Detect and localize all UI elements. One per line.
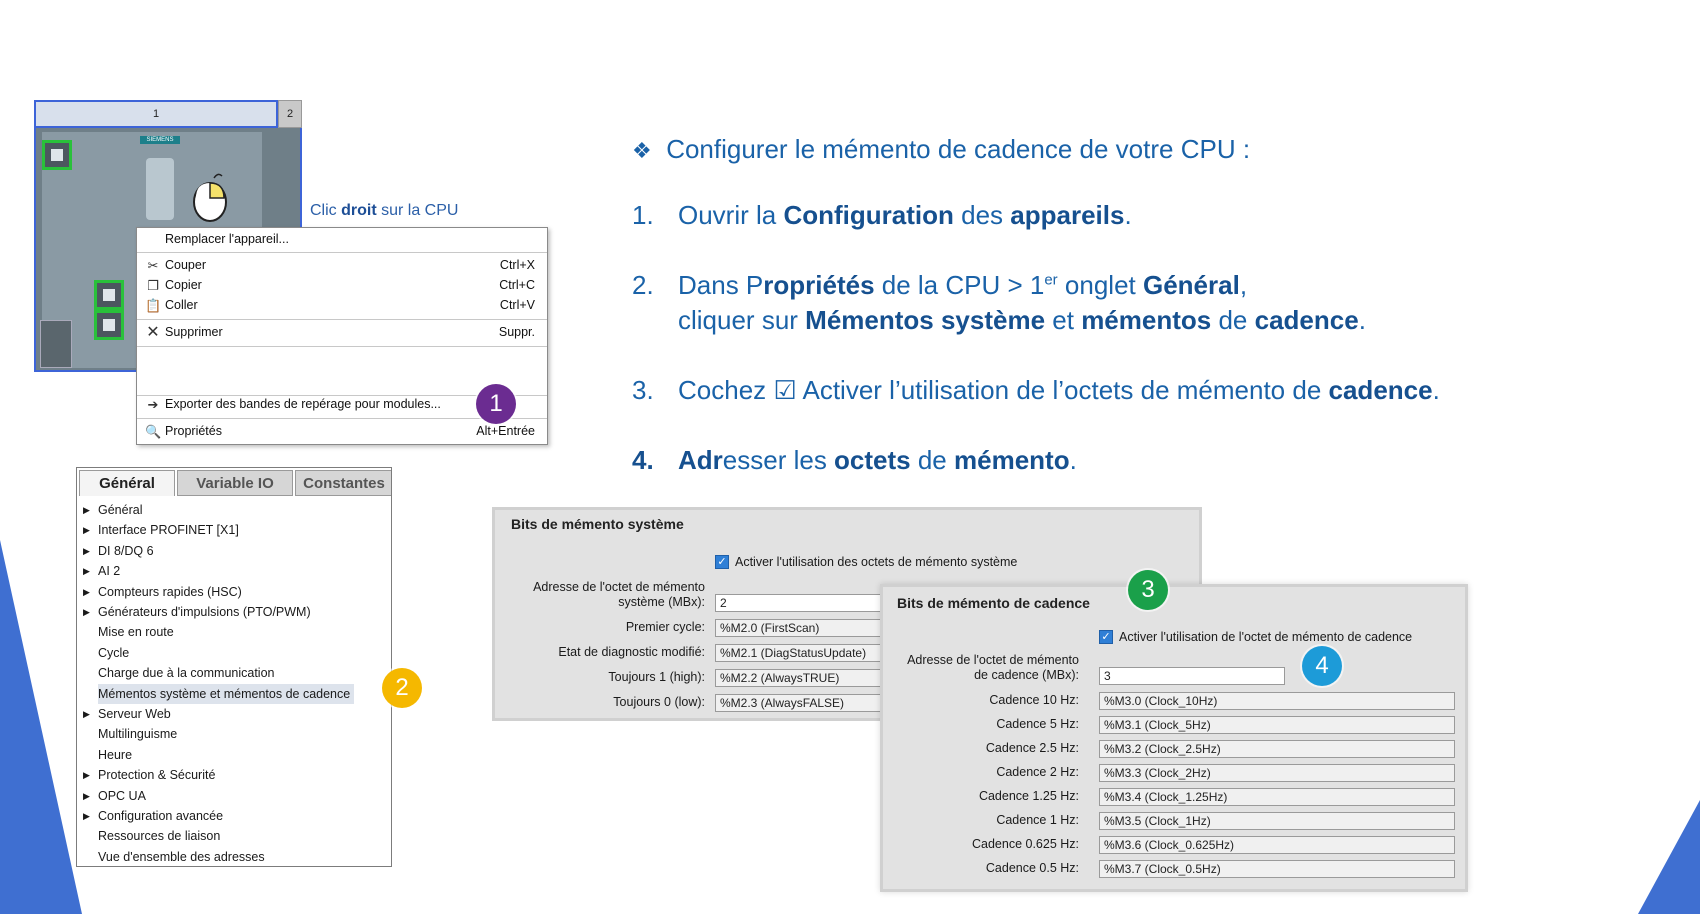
diamond-bullet-icon: ❖ — [632, 138, 652, 163]
tree-item[interactable] — [77, 622, 391, 642]
instruction-step-2: 2. Dans Propriétés de la CPU > 1er onglet Général, — [632, 270, 1248, 300]
instruction-step-3: 3. Cochez ☑ Activer l’utilisation de l’octets de mémento de cadence. — [632, 375, 1440, 405]
clock-addr-input[interactable]: 3 — [1099, 667, 1285, 685]
system-bits-checkbox[interactable]: ✓ — [715, 555, 729, 569]
cpu-port-top[interactable] — [42, 140, 72, 170]
tree-item[interactable] — [77, 561, 391, 581]
tree-item-label: DI 8/DQ 6 — [98, 543, 154, 558]
step-badge-4: 4 — [1302, 646, 1342, 686]
tree-item[interactable] — [77, 786, 391, 806]
tree-item[interactable] — [77, 602, 391, 622]
clock-bit-label: Cadence 1 Hz: — [996, 813, 1079, 827]
tree-item-label: Cycle — [98, 645, 130, 660]
tree-item[interactable] — [77, 663, 391, 683]
tree-item-label: Multilinguisme — [98, 727, 178, 742]
copy-icon: ❐ — [147, 278, 159, 293]
clock-bits-panel — [880, 584, 1468, 892]
clock-bit-field[interactable]: %M3.3 (Clock_2Hz) — [1099, 764, 1455, 782]
expand-arrow-icon[interactable]: ▶ — [83, 709, 90, 719]
step-badge-3: 3 — [1128, 570, 1168, 610]
tab-constants[interactable]: Constantes — [295, 470, 392, 496]
tree-item-label: Compteurs rapides (HSC) — [98, 584, 242, 599]
clock-bit-field[interactable]: %M3.6 (Clock_0.625Hz) — [1099, 836, 1455, 854]
io-port-1[interactable] — [94, 280, 124, 310]
instruction-step-4: 4. Adresser les octets de mémento. — [632, 445, 1077, 475]
menu-item-copy[interactable]: ❐ Copier Ctrl+C — [137, 276, 547, 296]
menu-item-paste[interactable]: 📋 Coller Ctrl+V — [145, 298, 535, 313]
clock-bit-label: Cadence 0.5 Hz: — [985, 861, 1079, 875]
menu-item-properties[interactable]: 🔍 Propriétés Alt+Entrée — [145, 424, 535, 439]
tree-item-label: Interface PROFINET [X1] — [98, 523, 239, 538]
delete-icon: ✕ — [146, 324, 160, 341]
tree-item-label: Général — [98, 503, 143, 517]
clock-bit-field[interactable]: %M3.1 (Clock_5Hz) — [1099, 716, 1455, 734]
tree-item[interactable] — [77, 582, 391, 602]
instruction-heading: ❖ Configurer le mémento de cadence de votre CPU : — [632, 134, 1251, 164]
system-bit-label: Toujours 0 (low): — [613, 695, 705, 709]
system-addr-label: Adresse de l'octet de mémento système (MBx): — [533, 580, 705, 609]
step-badge-1: 1 — [476, 384, 516, 424]
export-icon: ➔ — [147, 397, 159, 412]
tree-item-label: Charge due à la communication — [98, 666, 275, 681]
mouse-icon — [192, 170, 232, 222]
properties-panel — [76, 467, 392, 867]
clock-addr-label: Adresse de l'octet de mémento de cadence (MBx): — [907, 653, 1079, 682]
tree-item[interactable] — [77, 684, 391, 704]
menu-item-cut[interactable]: ✂ Couper Ctrl+X — [137, 256, 547, 276]
properties-tree — [77, 498, 391, 864]
expand-arrow-icon[interactable]: ▶ — [83, 770, 90, 781]
tree-item-label: Heure — [98, 747, 133, 762]
expand-arrow-icon[interactable]: ▶ — [83, 505, 90, 515]
corner-decoration-right — [1630, 800, 1700, 914]
menu-item-export[interactable]: ➔ Exporter des bandes de repérage pour modules... — [137, 395, 547, 415]
tab-general[interactable]: Général — [79, 470, 175, 496]
cpu-brand-label: SIEMENS — [140, 136, 180, 144]
context-hint: Clic droit sur la CPU — [310, 202, 459, 219]
tree-item-label: Mémentos système et mémentos de cadence — [98, 684, 354, 704]
io-terminal — [40, 320, 72, 368]
system-bit-field[interactable]: %M2.1 (DiagStatusUpdate) — [715, 644, 895, 662]
clock-bit-label: Cadence 2.5 Hz: — [985, 741, 1079, 755]
scissors-icon: ✂ — [147, 258, 159, 273]
clock-bits-title: Bits de mémento de cadence — [897, 595, 1090, 611]
system-bit-label: Premier cycle: — [625, 620, 705, 634]
system-bit-label: Etat de diagnostic modifié: — [558, 645, 705, 659]
slot-header-2: 2 — [278, 100, 302, 128]
system-bit-field[interactable]: %M2.2 (AlwaysTRUE) — [715, 669, 895, 687]
system-bit-field[interactable]: %M2.0 (FirstScan) — [715, 619, 895, 637]
clock-bit-label: Cadence 10 Hz: — [989, 693, 1079, 707]
tab-variable-io[interactable]: Variable IO — [177, 470, 293, 496]
tree-item[interactable] — [77, 704, 391, 724]
tree-item[interactable] — [77, 745, 391, 765]
tree-item-label: Générateurs d'impulsions (PTO/PWM) — [98, 605, 311, 619]
clock-bit-label: Cadence 0.625 Hz: — [971, 837, 1079, 851]
clock-bit-field[interactable]: %M3.0 (Clock_10Hz) — [1099, 692, 1455, 710]
clock-bits-checkbox[interactable]: ✓ — [1099, 630, 1113, 644]
tree-item[interactable] — [77, 847, 391, 867]
tree-item[interactable] — [77, 643, 391, 663]
tree-item[interactable] — [77, 765, 391, 785]
tree-item-label: Protection & Sécurité — [98, 768, 216, 783]
system-bits-enable-label: Activer l'utilisation des octets de mémento système — [735, 555, 1018, 569]
tree-item[interactable] — [77, 724, 391, 744]
clock-bit-label: Cadence 1.25 Hz: — [978, 789, 1079, 803]
tree-item-label: Mise en route — [98, 625, 174, 640]
instruction-step-2-cont: cliquer sur Mémentos système et mémentos de cadence. — [678, 305, 1366, 335]
clock-bit-field[interactable]: %M3.2 (Clock_2.5Hz) — [1099, 740, 1455, 758]
tree-item[interactable] — [77, 520, 391, 540]
tree-item-label: Vue d'ensemble des adresses — [98, 849, 265, 864]
expand-arrow-icon[interactable]: ▶ — [83, 811, 90, 821]
system-bits-title: Bits de mémento système — [511, 516, 684, 532]
tree-item[interactable] — [77, 541, 391, 561]
expand-arrow-icon[interactable]: ▶ — [83, 566, 90, 577]
system-bit-field[interactable]: %M2.3 (AlwaysFALSE) — [715, 694, 895, 712]
paste-icon: 📋 — [145, 298, 162, 313]
expand-arrow-icon[interactable]: ▶ — [83, 525, 90, 536]
clock-bit-field[interactable]: %M3.5 (Clock_1Hz) — [1099, 812, 1455, 830]
cpu-cylinder — [146, 158, 174, 220]
clock-bit-field[interactable]: %M3.4 (Clock_1.25Hz) — [1099, 788, 1455, 806]
menu-item-replace[interactable]: Remplacer l'appareil... — [165, 232, 289, 246]
tree-item-label: OPC UA — [98, 788, 146, 803]
io-port-2[interactable] — [94, 310, 124, 340]
expand-arrow-icon[interactable]: ▶ — [83, 790, 90, 801]
system-bit-label: Toujours 1 (high): — [608, 670, 705, 684]
tree-item[interactable] — [77, 806, 391, 826]
expand-arrow-icon[interactable]: ▶ — [83, 545, 90, 556]
clock-bits-enable-label: Activer l'utilisation de l'octet de mémento de cadence — [1119, 630, 1413, 644]
expand-arrow-icon[interactable]: ▶ — [83, 586, 90, 597]
step-badge-2: 2 — [382, 668, 422, 708]
clock-bit-label: Cadence 2 Hz: — [996, 765, 1079, 779]
clock-bit-field[interactable]: %M3.7 (Clock_0.5Hz) — [1099, 860, 1455, 878]
tree-item[interactable] — [77, 500, 391, 520]
tree-item-label: Configuration avancée — [98, 809, 224, 823]
clock-bit-label: Cadence 5 Hz: — [996, 717, 1079, 731]
instruction-step-1: 1. Ouvrir la Configuration des appareils. — [632, 200, 1132, 230]
tree-item[interactable] — [77, 826, 391, 846]
system-addr-input[interactable]: 2 — [715, 594, 895, 612]
tree-item-label: Serveur Web — [98, 707, 171, 721]
properties-icon: 🔍 — [145, 424, 162, 439]
tree-item-label: AI 2 — [98, 564, 121, 579]
slot-header-1: 1 — [34, 100, 278, 128]
expand-arrow-icon[interactable]: ▶ — [83, 607, 90, 617]
menu-item-delete[interactable]: ✕ Supprimer Suppr. — [146, 324, 535, 341]
tree-item-label: Ressources de liaison — [98, 829, 221, 844]
